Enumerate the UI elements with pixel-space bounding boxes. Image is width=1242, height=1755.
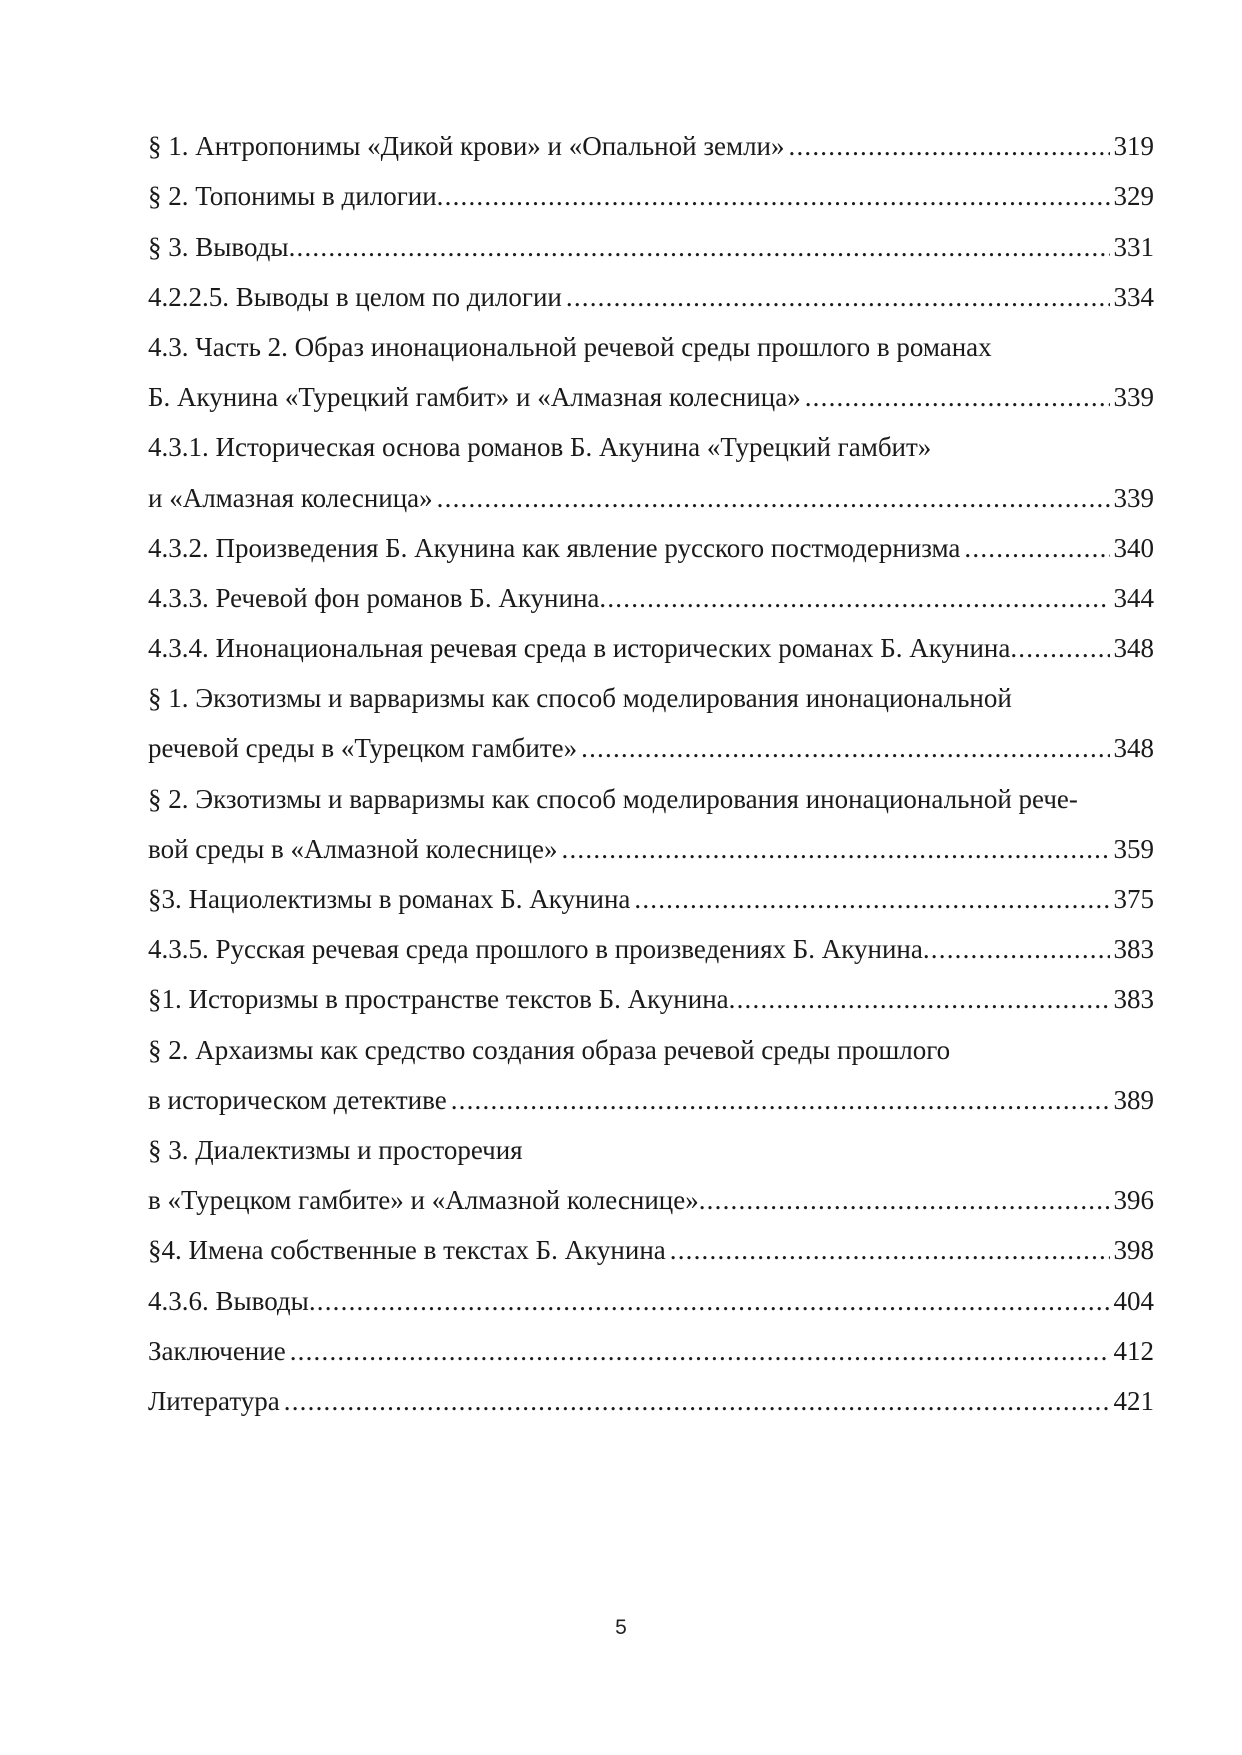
toc-entry [148, 1166, 1154, 1216]
toc-entry-continued [148, 1015, 1154, 1065]
toc-entry-page: 404 [1113, 1285, 1154, 1316]
dot-leader [670, 1234, 1110, 1266]
dot-leader [699, 1184, 1110, 1216]
toc-entry-page: 359 [1113, 833, 1154, 864]
dot-leader [789, 130, 1110, 162]
toc-entry-page: 383 [1113, 984, 1154, 1015]
dot-leader [599, 582, 1109, 614]
toc-entry-page: 339 [1113, 382, 1154, 413]
toc-entry-title: 4.3.1. Историческая основа романов Б. Акунина «Турецкий гамбит» [148, 432, 932, 463]
toc-entry-title: § 2. Экзотизмы и варваризмы как способ моделирования инонациональной рече- [148, 783, 1078, 814]
toc-entry-title: § 3. Выводы [148, 231, 289, 262]
toc-entry [148, 1216, 1154, 1266]
toc-entry [148, 614, 1154, 664]
toc-entry-page: 339 [1113, 482, 1154, 513]
dot-leader [805, 381, 1110, 413]
toc-entry [148, 162, 1154, 212]
dot-leader [562, 833, 1110, 865]
dot-leader [309, 1285, 1110, 1317]
toc-entry [148, 514, 1154, 564]
toc-entry [148, 1066, 1154, 1116]
toc-entry-page: 383 [1113, 934, 1154, 965]
dot-leader [437, 180, 1110, 212]
toc-entry [148, 112, 1154, 162]
toc-entry-title: и «Алмазная колесница» [148, 482, 433, 513]
toc-entry-continued [148, 764, 1154, 814]
toc-entry-title: 4.3. Часть 2. Образ инонациональной речевой среды прошлого в романах [148, 331, 992, 362]
toc-entry [148, 363, 1154, 413]
toc-entry-page: 348 [1113, 633, 1154, 664]
toc-entry [148, 1317, 1154, 1367]
dot-leader [290, 1335, 1110, 1367]
toc-entry [148, 965, 1154, 1015]
toc-entry [148, 1266, 1154, 1316]
dot-leader [451, 1084, 1110, 1116]
toc-entry [148, 463, 1154, 513]
toc-entry-page: 396 [1113, 1185, 1154, 1216]
toc-entry-title: в «Турецком гамбите» и «Алмазной колеснице» [148, 1185, 699, 1216]
toc-entry-title: § 2. Топонимы в дилогии [148, 181, 437, 212]
dot-leader [566, 281, 1110, 313]
toc-entry [148, 815, 1154, 865]
toc-entry-title: §1. Историзмы в пространстве текстов Б. Акунина [148, 984, 729, 1015]
toc-entry-page: 334 [1113, 281, 1154, 312]
page-number: 5 [615, 1616, 627, 1639]
dot-leader [923, 933, 1110, 965]
toc-entry-title: § 2. Архаизмы как средство создания образа речевой среды прошлого [148, 1034, 951, 1065]
toc-entry-title: в историческом детективе [148, 1084, 447, 1115]
toc-entry-title: 4.2.2.5. Выводы в целом по дилогии [148, 281, 562, 312]
dot-leader [437, 482, 1110, 514]
dot-leader [964, 532, 1109, 564]
toc-entry-page: 398 [1113, 1235, 1154, 1266]
toc-entry-title: 4.3.3. Речевой фон романов Б. Акунина [148, 582, 600, 613]
toc-entry [148, 212, 1154, 262]
dot-leader [634, 883, 1109, 915]
toc-entry-title: Б. Акунина «Турецкий гамбит» и «Алмазная колесница» [148, 382, 801, 413]
toc-entry-title: Заключение [148, 1335, 286, 1366]
toc-entry-page: 344 [1113, 582, 1154, 613]
toc-entry [148, 714, 1154, 764]
dot-leader [289, 231, 1110, 263]
toc-entry-title: § 1. Экзотизмы и варваризмы как способ моделирования инонациональной [148, 683, 1012, 714]
toc-entry [148, 1367, 1154, 1417]
toc-entry-page: 329 [1113, 181, 1154, 212]
toc-entry-title: 4.3.2. Произведения Б. Акунина как явление русского постмодернизма [148, 532, 961, 563]
toc-entry-title: §3. Нациолектизмы в романах Б. Акунина [148, 884, 631, 914]
toc-entry-continued [148, 413, 1154, 463]
toc-entry-title: вой среды в «Алмазной колеснице» [148, 833, 558, 864]
toc-entry-title: 4.3.5. Русская речевая среда прошлого в произведениях Б. Акунина [148, 934, 923, 965]
toc-entry-title: речевой среды в «Турецком гамбите» [148, 733, 578, 764]
toc-entry-page: 375 [1113, 884, 1154, 914]
toc-entry-page: 412 [1113, 1335, 1154, 1366]
toc-entry-continued [148, 313, 1154, 363]
dot-leader [1010, 632, 1109, 664]
toc-entry-continued [148, 664, 1154, 714]
toc-entry-page: 421 [1113, 1385, 1154, 1416]
toc-entry-page: 389 [1113, 1084, 1154, 1115]
toc-entry [148, 915, 1154, 965]
toc-entry-page: 340 [1113, 532, 1154, 563]
dot-leader [284, 1385, 1110, 1417]
toc-entry-title: §4. Имена собственные в текстах Б. Акунина [148, 1235, 666, 1266]
toc-entry-title: § 1. Антропонимы «Дикой крови» и «Опальной земли» [148, 131, 785, 162]
dot-leader [581, 732, 1109, 764]
toc-entry-continued [148, 1116, 1154, 1166]
toc-entry [148, 263, 1154, 313]
toc-entry [148, 865, 1154, 915]
toc-entry-title: Литература [148, 1385, 280, 1416]
toc-entry-title: 4.3.6. Выводы [148, 1285, 309, 1316]
toc-entry [148, 564, 1154, 614]
toc-entry-page: 331 [1113, 231, 1154, 262]
toc-entry-page: 348 [1113, 733, 1154, 764]
toc-entry-title: § 3. Диалектизмы и просторечия [148, 1134, 523, 1165]
toc-entry-page: 319 [1113, 131, 1154, 162]
dot-leader [729, 983, 1110, 1015]
table-of-contents [148, 112, 1154, 1417]
toc-entry-title: 4.3.4. Инонациональная речевая среда в исторических романах Б. Акунина [148, 633, 1011, 664]
